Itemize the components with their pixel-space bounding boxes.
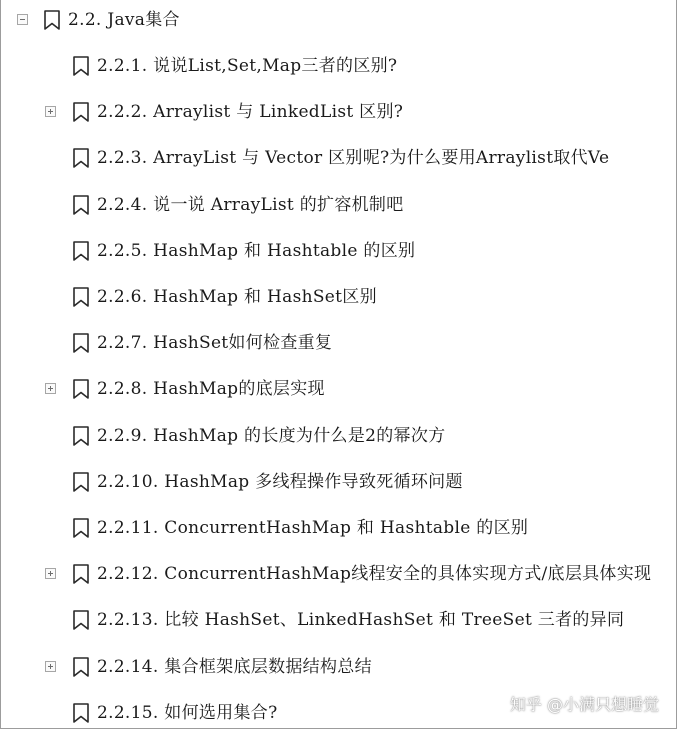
bookmark-icon [72, 703, 90, 723]
outline-item-row[interactable] [0, 653, 677, 683]
bookmark-icon [72, 379, 90, 399]
bookmark-icon [72, 287, 90, 307]
outline-item-row[interactable] [0, 468, 677, 498]
minus-box-icon[interactable] [17, 14, 28, 25]
outline-item-row[interactable] [0, 329, 677, 359]
plus-box-icon[interactable] [45, 383, 56, 394]
bookmark-icon [72, 241, 90, 261]
bookmark-icon [72, 333, 90, 353]
outline-item-label[interactable]: 2.2.5. HashMap 和 Hashtable 的区别 [97, 241, 416, 261]
outline-item-label[interactable]: 2.2.8. HashMap的底层实现 [97, 379, 325, 399]
plus-box-icon[interactable] [45, 661, 56, 672]
bookmark-icon [72, 518, 90, 538]
outline-section-label[interactable]: 2.2. Java集合 [68, 10, 180, 30]
outline-item-label[interactable]: 2.2.12. ConcurrentHashMap线程安全的具体实现方式/底层具体实现 [97, 564, 652, 584]
outline-item-row[interactable] [0, 560, 677, 590]
bookmark-icon [72, 657, 90, 677]
outline-item-row[interactable] [0, 52, 677, 82]
outline-item-label[interactable]: 2.2.9. HashMap 的长度为什么是2的幂次方 [97, 426, 446, 446]
outline-item-label[interactable]: 2.2.13. 比较 HashSet、LinkedHashSet 和 TreeSet 三者的异同 [97, 610, 625, 630]
outline-item-row[interactable] [0, 422, 677, 452]
outline-item-label[interactable]: 2.2.3. ArrayList 与 Vector 区别呢?为什么要用Arraylist取代Ve [97, 148, 610, 168]
bookmark-icon [72, 148, 90, 168]
bookmark-icon [72, 195, 90, 215]
outline-item-label[interactable]: 2.2.4. 说一说 ArrayList 的扩容机制吧 [97, 195, 404, 215]
outline-item-row[interactable] [0, 191, 677, 221]
outline-item-row[interactable] [0, 98, 677, 128]
outline-item-label[interactable]: 2.2.11. ConcurrentHashMap 和 Hashtable 的区别 [97, 518, 529, 538]
bookmark-icon [72, 102, 90, 122]
bookmark-icon [72, 564, 90, 584]
outline-item-row[interactable] [0, 606, 677, 636]
outline-item-row[interactable] [0, 144, 677, 174]
outline-item-label[interactable]: 2.2.7. HashSet如何检查重复 [97, 333, 333, 353]
bookmark-icon [72, 56, 90, 76]
plus-box-icon[interactable] [45, 568, 56, 579]
outline-item-label[interactable]: 2.2.1. 说说List,Set,Map三者的区别? [97, 56, 398, 76]
outline-item-row[interactable] [0, 375, 677, 405]
outline-item-label[interactable]: 2.2.2. Arraylist 与 LinkedList 区别? [97, 102, 404, 122]
outline-section-row[interactable] [0, 6, 677, 36]
bookmark-icon [43, 10, 61, 30]
watermark: 知乎 @小满只想睡觉 [509, 695, 659, 714]
bookmark-icon [72, 472, 90, 492]
outline-item-label[interactable]: 2.2.15. 如何选用集合? [97, 703, 278, 723]
plus-box-icon[interactable] [45, 106, 56, 117]
outline-item-row[interactable] [0, 514, 677, 544]
bookmark-icon [72, 610, 90, 630]
outline-item-row[interactable] [0, 283, 677, 313]
outline-item-label[interactable]: 2.2.14. 集合框架底层数据结构总结 [97, 657, 372, 677]
bookmark-icon [72, 426, 90, 446]
outline-item-row[interactable] [0, 237, 677, 267]
outline-item-label[interactable]: 2.2.10. HashMap 多线程操作导致死循环问题 [97, 472, 463, 492]
outline-item-label[interactable]: 2.2.6. HashMap 和 HashSet区别 [97, 287, 377, 307]
